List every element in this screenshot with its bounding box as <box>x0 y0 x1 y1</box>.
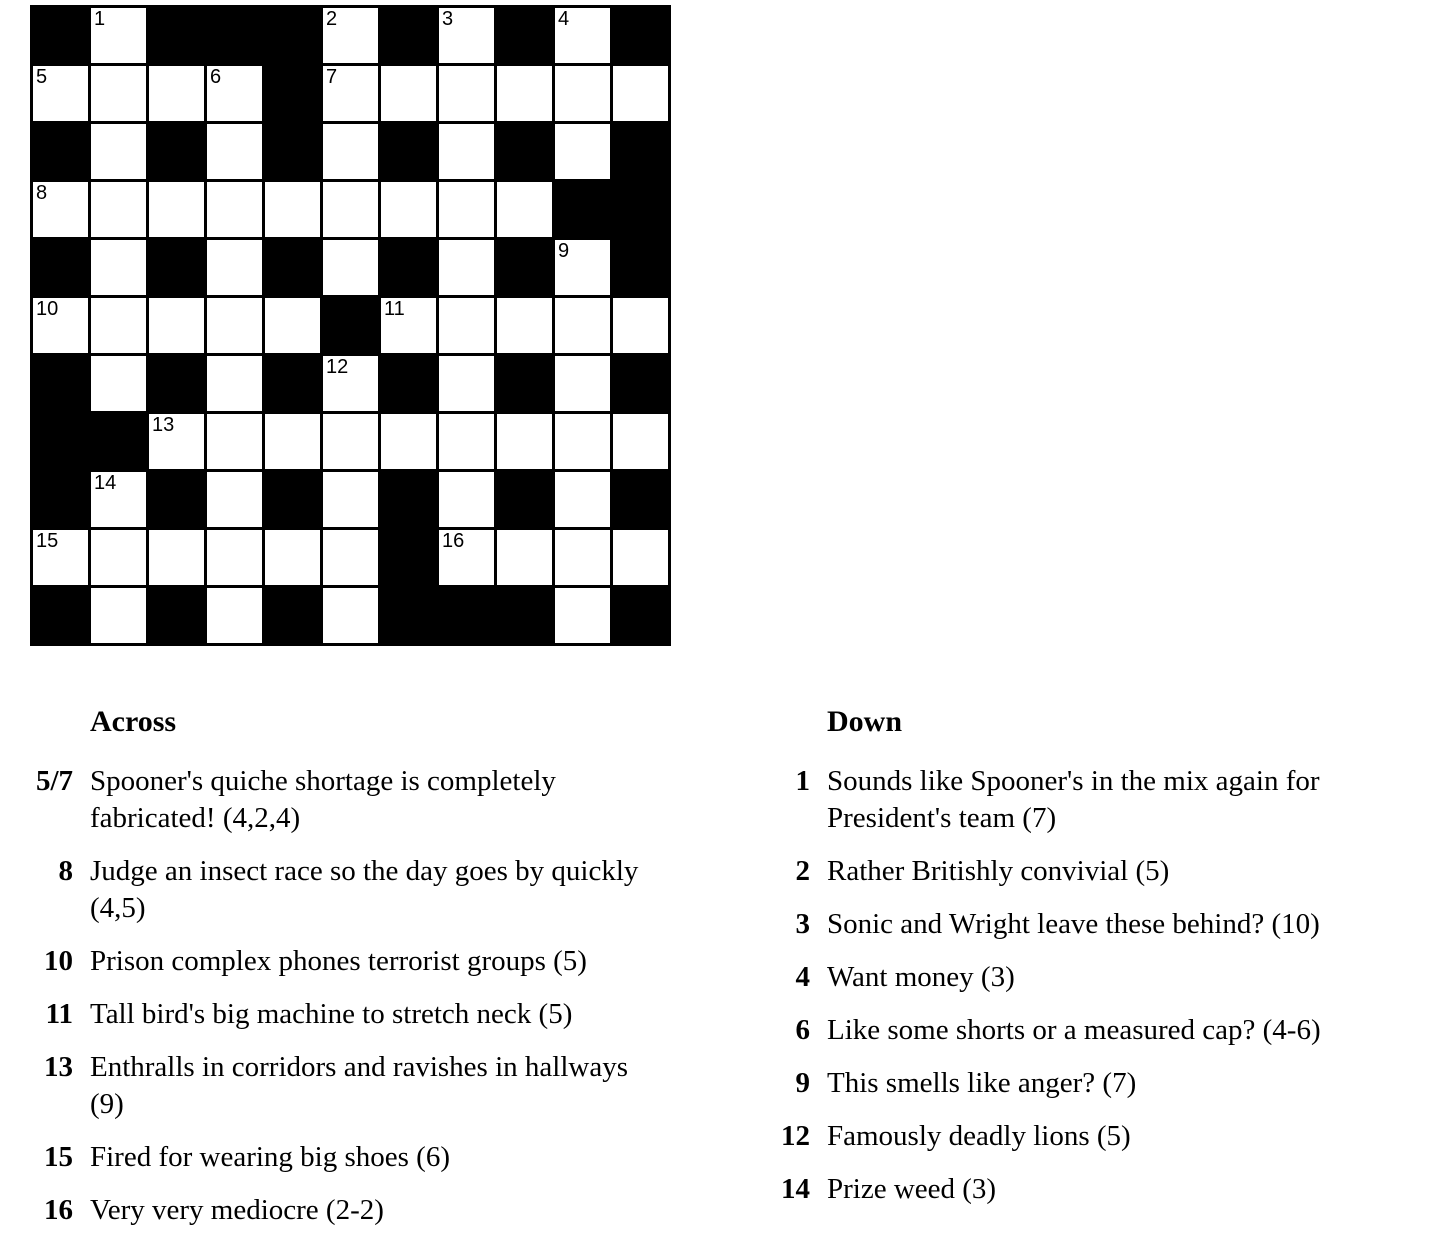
clue-text: Very very mediocre (2-2) <box>90 1194 384 1226</box>
cell-number: 11 <box>384 298 405 320</box>
grid-cell-black <box>149 472 204 527</box>
clue-text: Sonic and Wright leave these behind? (10) <box>827 908 1320 940</box>
grid-cell-black <box>381 356 436 411</box>
grid-cell-black <box>613 240 668 295</box>
grid-cell-white[interactable] <box>555 298 610 353</box>
clue-text: This smells like anger? (7) <box>827 1067 1137 1099</box>
grid-cell-white[interactable] <box>265 530 320 585</box>
grid-cell-white[interactable] <box>207 240 262 295</box>
grid-cell-white[interactable] <box>555 414 610 469</box>
grid-cell-white[interactable] <box>149 66 204 121</box>
clue-number: 1 <box>795 765 810 797</box>
grid-cell-white[interactable] <box>555 124 610 179</box>
grid-cell-white[interactable] <box>91 298 146 353</box>
clue-number: 6 <box>795 1014 810 1046</box>
clue-text: Want money (3) <box>827 961 1015 993</box>
clue-item <box>765 1118 1410 1155</box>
cell-number: 14 <box>94 472 117 494</box>
grid-cell-white[interactable] <box>439 124 494 179</box>
clue-text: Like some shorts or a measured cap? (4-6) <box>827 1014 1321 1046</box>
grid-cell-black <box>613 588 668 643</box>
cell-number: 15 <box>36 530 59 552</box>
grid-cell-black <box>381 472 436 527</box>
grid-cell-black <box>91 414 146 469</box>
grid-cell-black <box>33 124 88 179</box>
grid-cell-white[interactable] <box>91 356 146 411</box>
grid-cell-black <box>33 588 88 643</box>
clue-number: 9 <box>795 1067 810 1099</box>
grid-cell-black <box>439 588 494 643</box>
across-header: Across <box>90 705 177 738</box>
clue-number: 2 <box>795 855 810 887</box>
cell-number: 8 <box>36 182 48 204</box>
cell-number: 5 <box>36 66 48 88</box>
grid-cell-white[interactable] <box>323 182 378 237</box>
grid-cell-white[interactable] <box>149 530 204 585</box>
grid-cell-black <box>265 66 320 121</box>
grid-cell-white[interactable] <box>555 240 610 295</box>
grid-cell-white[interactable] <box>613 414 668 469</box>
grid-cell-white[interactable] <box>613 298 668 353</box>
grid-cell-white[interactable] <box>613 66 668 121</box>
grid-cell-black <box>497 240 552 295</box>
grid-cell-black <box>613 356 668 411</box>
clue-number: 3 <box>795 908 810 940</box>
cell-number: 12 <box>326 356 349 378</box>
grid-cell-black <box>33 356 88 411</box>
clue-text: Judge an insect race so the day goes by quickly (4,5) <box>90 855 639 924</box>
grid-cell-white[interactable] <box>497 298 552 353</box>
grid-cell-white[interactable] <box>91 240 146 295</box>
grid-cell-white[interactable] <box>439 356 494 411</box>
grid-cell-white[interactable] <box>323 588 378 643</box>
grid-cell-white[interactable] <box>323 124 378 179</box>
grid-cell-white[interactable] <box>439 472 494 527</box>
clue-item <box>765 763 1410 837</box>
grid-cell-white[interactable] <box>207 530 262 585</box>
clue-number: 16 <box>44 1194 73 1226</box>
grid-cell-black <box>613 472 668 527</box>
grid-cell-white[interactable] <box>207 588 262 643</box>
grid-cell-white[interactable] <box>33 530 88 585</box>
grid-cell-black <box>207 8 262 63</box>
grid-cell-white[interactable] <box>439 66 494 121</box>
grid-cell-white[interactable] <box>91 8 146 63</box>
grid-cell-white[interactable] <box>91 182 146 237</box>
grid-cell-white[interactable] <box>497 66 552 121</box>
clue-text: Prison complex phones terrorist groups (5) <box>90 945 587 977</box>
grid-cell-black <box>323 298 378 353</box>
grid-cell-white[interactable] <box>265 182 320 237</box>
clue-number: 8 <box>58 855 73 887</box>
grid-cell-white[interactable] <box>33 298 88 353</box>
clue-number: 13 <box>44 1051 73 1083</box>
grid-cell-white[interactable] <box>381 66 436 121</box>
grid-cell-white[interactable] <box>555 8 610 63</box>
cell-number: 7 <box>326 66 338 88</box>
clue-text: Sounds like Spooner's in the mix again for President's team (7) <box>827 765 1320 834</box>
clue-number: 10 <box>44 945 73 977</box>
cell-number: 13 <box>152 414 175 436</box>
grid-cell-white[interactable] <box>323 240 378 295</box>
clue-number: 14 <box>781 1173 810 1205</box>
grid-cell-black <box>33 472 88 527</box>
grid-cell-white[interactable] <box>439 240 494 295</box>
grid-cell-white[interactable] <box>555 588 610 643</box>
clue-item <box>28 1049 668 1123</box>
grid-cell-white[interactable] <box>33 182 88 237</box>
grid-cell-white[interactable] <box>207 66 262 121</box>
grid-cell-black <box>497 356 552 411</box>
grid-cell-white[interactable] <box>91 124 146 179</box>
grid-cell-black <box>265 472 320 527</box>
grid-cell-white[interactable] <box>497 182 552 237</box>
grid-cell-black <box>613 8 668 63</box>
clue-text: Prize weed (3) <box>827 1173 997 1205</box>
grid-cell-white[interactable] <box>381 182 436 237</box>
grid-cell-black <box>381 124 436 179</box>
grid-cell-white[interactable] <box>207 356 262 411</box>
clue-number: 15 <box>44 1141 73 1173</box>
grid-cell-white[interactable] <box>207 414 262 469</box>
clue-item <box>765 1171 1410 1208</box>
grid-cell-white[interactable] <box>439 182 494 237</box>
grid-cell-black <box>613 124 668 179</box>
grid-cell-white[interactable] <box>439 8 494 63</box>
grid-cell-white[interactable] <box>323 66 378 121</box>
grid-cell-white[interactable] <box>323 414 378 469</box>
cell-number: 3 <box>442 8 454 30</box>
clue-item <box>765 1012 1410 1049</box>
grid-cell-white[interactable] <box>381 298 436 353</box>
grid-cell-black <box>33 414 88 469</box>
clue-text: Famously deadly lions (5) <box>827 1120 1131 1152</box>
grid-cell-black <box>265 356 320 411</box>
clue-item <box>28 853 668 927</box>
grid-cell-white[interactable] <box>555 356 610 411</box>
down-header: Down <box>827 705 903 738</box>
grid-cell-white[interactable] <box>555 66 610 121</box>
grid-cell-white[interactable] <box>439 414 494 469</box>
grid-cell-black <box>149 8 204 63</box>
grid-cell-black <box>149 124 204 179</box>
clue-text: Tall bird's big machine to stretch neck (5) <box>90 998 573 1030</box>
grid-cell-black <box>149 356 204 411</box>
clue-text: Enthralls in corridors and ravishes in hallways (9) <box>90 1051 628 1120</box>
grid-cell-white[interactable] <box>555 530 610 585</box>
cell-number: 2 <box>326 8 338 30</box>
grid-cell-black <box>497 8 552 63</box>
across-clue-list <box>28 763 668 1229</box>
grid-cell-white[interactable] <box>91 530 146 585</box>
grid-cell-white[interactable] <box>91 66 146 121</box>
down-clues-section <box>765 703 1410 1224</box>
grid-cell-white[interactable] <box>323 472 378 527</box>
clue-number: 4 <box>795 961 810 993</box>
grid-cell-white[interactable] <box>439 298 494 353</box>
grid-cell-black <box>33 8 88 63</box>
cell-number: 1 <box>94 8 106 30</box>
clue-item <box>765 1065 1410 1102</box>
grid-cell-white[interactable] <box>207 298 262 353</box>
grid-cell-black <box>497 124 552 179</box>
clue-number: 11 <box>45 998 73 1030</box>
grid-cell-black <box>149 588 204 643</box>
clue-number: 5/7 <box>35 765 73 797</box>
grid-cell-white[interactable] <box>439 530 494 585</box>
clue-item <box>28 996 668 1033</box>
grid-cell-black <box>33 240 88 295</box>
grid-cell-white[interactable] <box>265 298 320 353</box>
grid-cell-white[interactable] <box>149 414 204 469</box>
grid-cell-black <box>555 182 610 237</box>
clue-item <box>765 906 1410 943</box>
clue-text: Spooner's quiche shortage is completely fabricated! (4,2,4) <box>90 765 556 834</box>
grid-cell-black <box>381 8 436 63</box>
grid-cell-black <box>613 182 668 237</box>
grid-cell-white[interactable] <box>207 472 262 527</box>
clue-item <box>28 763 668 837</box>
clue-number: 12 <box>781 1120 810 1152</box>
cell-number: 6 <box>210 66 222 88</box>
grid-cell-white[interactable] <box>265 414 320 469</box>
cell-number: 16 <box>442 530 465 552</box>
grid-cell-white[interactable] <box>149 182 204 237</box>
clue-item <box>28 943 668 980</box>
grid-cell-white[interactable] <box>207 124 262 179</box>
grid-cell-white[interactable] <box>497 530 552 585</box>
across-clues-section <box>28 703 668 1245</box>
grid-cell-black <box>381 240 436 295</box>
grid-cell-white[interactable] <box>323 8 378 63</box>
grid-cell-white[interactable] <box>323 530 378 585</box>
grid-cell-black <box>265 8 320 63</box>
clue-text: Rather Britishly convivial (5) <box>827 855 1170 887</box>
grid-cell-white[interactable] <box>149 298 204 353</box>
grid-cell-black <box>265 124 320 179</box>
grid-cell-black <box>497 588 552 643</box>
grid-cell-white[interactable] <box>91 472 146 527</box>
clue-text: Fired for wearing big shoes (6) <box>90 1141 450 1173</box>
grid-cell-white[interactable] <box>381 414 436 469</box>
clue-item <box>28 1139 668 1176</box>
grid-cell-white[interactable] <box>33 66 88 121</box>
grid-cell-white[interactable] <box>613 530 668 585</box>
clue-item <box>765 853 1410 890</box>
grid-cell-black <box>497 472 552 527</box>
clue-item <box>28 1192 668 1229</box>
grid-cell-black <box>265 588 320 643</box>
grid-cell-white[interactable] <box>207 182 262 237</box>
grid-cell-black <box>149 240 204 295</box>
grid-cell-white[interactable] <box>497 414 552 469</box>
cell-number: 4 <box>558 8 570 30</box>
crossword-grid <box>30 5 671 646</box>
cell-number: 10 <box>36 298 59 320</box>
down-clue-list <box>765 763 1410 1208</box>
grid-cell-black <box>381 530 436 585</box>
grid-cell-white[interactable] <box>91 588 146 643</box>
grid-cell-white[interactable] <box>555 472 610 527</box>
grid-cell-black <box>265 240 320 295</box>
grid-cell-white[interactable] <box>323 356 378 411</box>
cell-number: 9 <box>558 240 570 262</box>
clue-item <box>765 959 1410 996</box>
grid-cell-black <box>381 588 436 643</box>
